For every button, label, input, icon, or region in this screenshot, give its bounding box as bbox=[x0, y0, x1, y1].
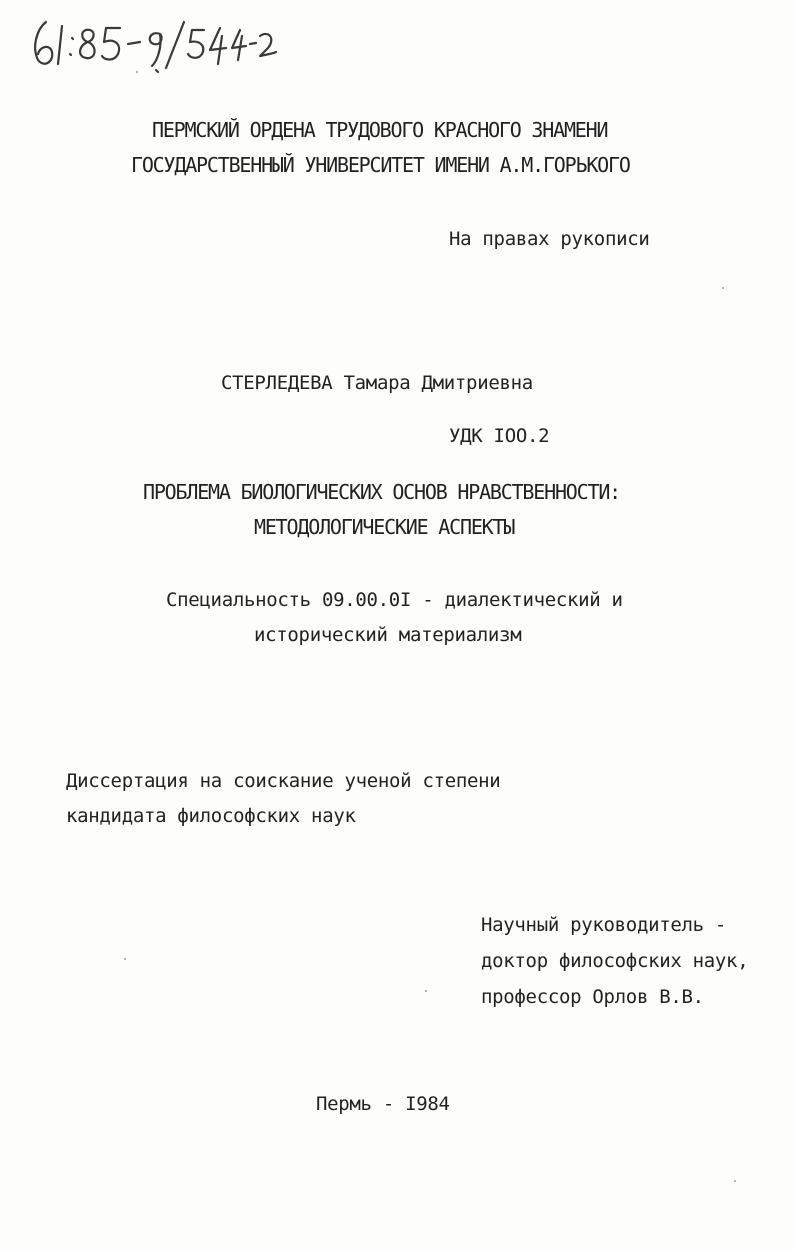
place-year: Пермь - I984 bbox=[316, 1093, 450, 1115]
scan-speck bbox=[425, 990, 427, 992]
handwritten-archive-mark bbox=[28, 8, 278, 78]
scan-speck bbox=[722, 287, 724, 289]
title-line-1: ПРОБЛЕМА БИОЛОГИЧЕСКИХ ОСНОВ НРАВСТВЕННОСТИ: bbox=[143, 480, 621, 504]
institution-line-1: ПЕРМСКИЙ ОРДЕНА ТРУДОВОГО КРАСНОГО ЗНАМЕНИ bbox=[152, 118, 608, 142]
title-line-2: МЕТОДОЛОГИЧЕСКИЕ АСПЕКТЫ bbox=[254, 515, 515, 539]
supervisor-line-1: Научный руководитель - bbox=[481, 914, 727, 936]
scan-speck bbox=[136, 71, 138, 73]
author-name: СТЕРЛЕДЕВА Тамара Дмитриевна bbox=[221, 372, 533, 394]
scan-speck bbox=[124, 958, 126, 960]
dissertation-line-2: кандидата философских наук bbox=[66, 805, 356, 827]
scan-speck bbox=[734, 1180, 736, 1182]
manuscript-note: На правах рукописи bbox=[449, 228, 650, 250]
dissertation-line-1: Диссертация на соискание ученой степени bbox=[66, 770, 501, 792]
specialty-line-1: Специальность 09.00.0I - диалектический и bbox=[166, 589, 623, 611]
udc-code: УДК IOO.2 bbox=[449, 425, 550, 447]
institution-line-2: ГОСУДАРСТВЕННЫЙ УНИВЕРСИТЕТ ИМЕНИ А.М.ГОРЬКОГО bbox=[131, 153, 630, 177]
supervisor-line-3: профессор Орлов В.В. bbox=[481, 986, 704, 1008]
specialty-line-2: исторический материализм bbox=[254, 624, 522, 646]
supervisor-line-2: доктор философских наук, bbox=[481, 950, 749, 972]
